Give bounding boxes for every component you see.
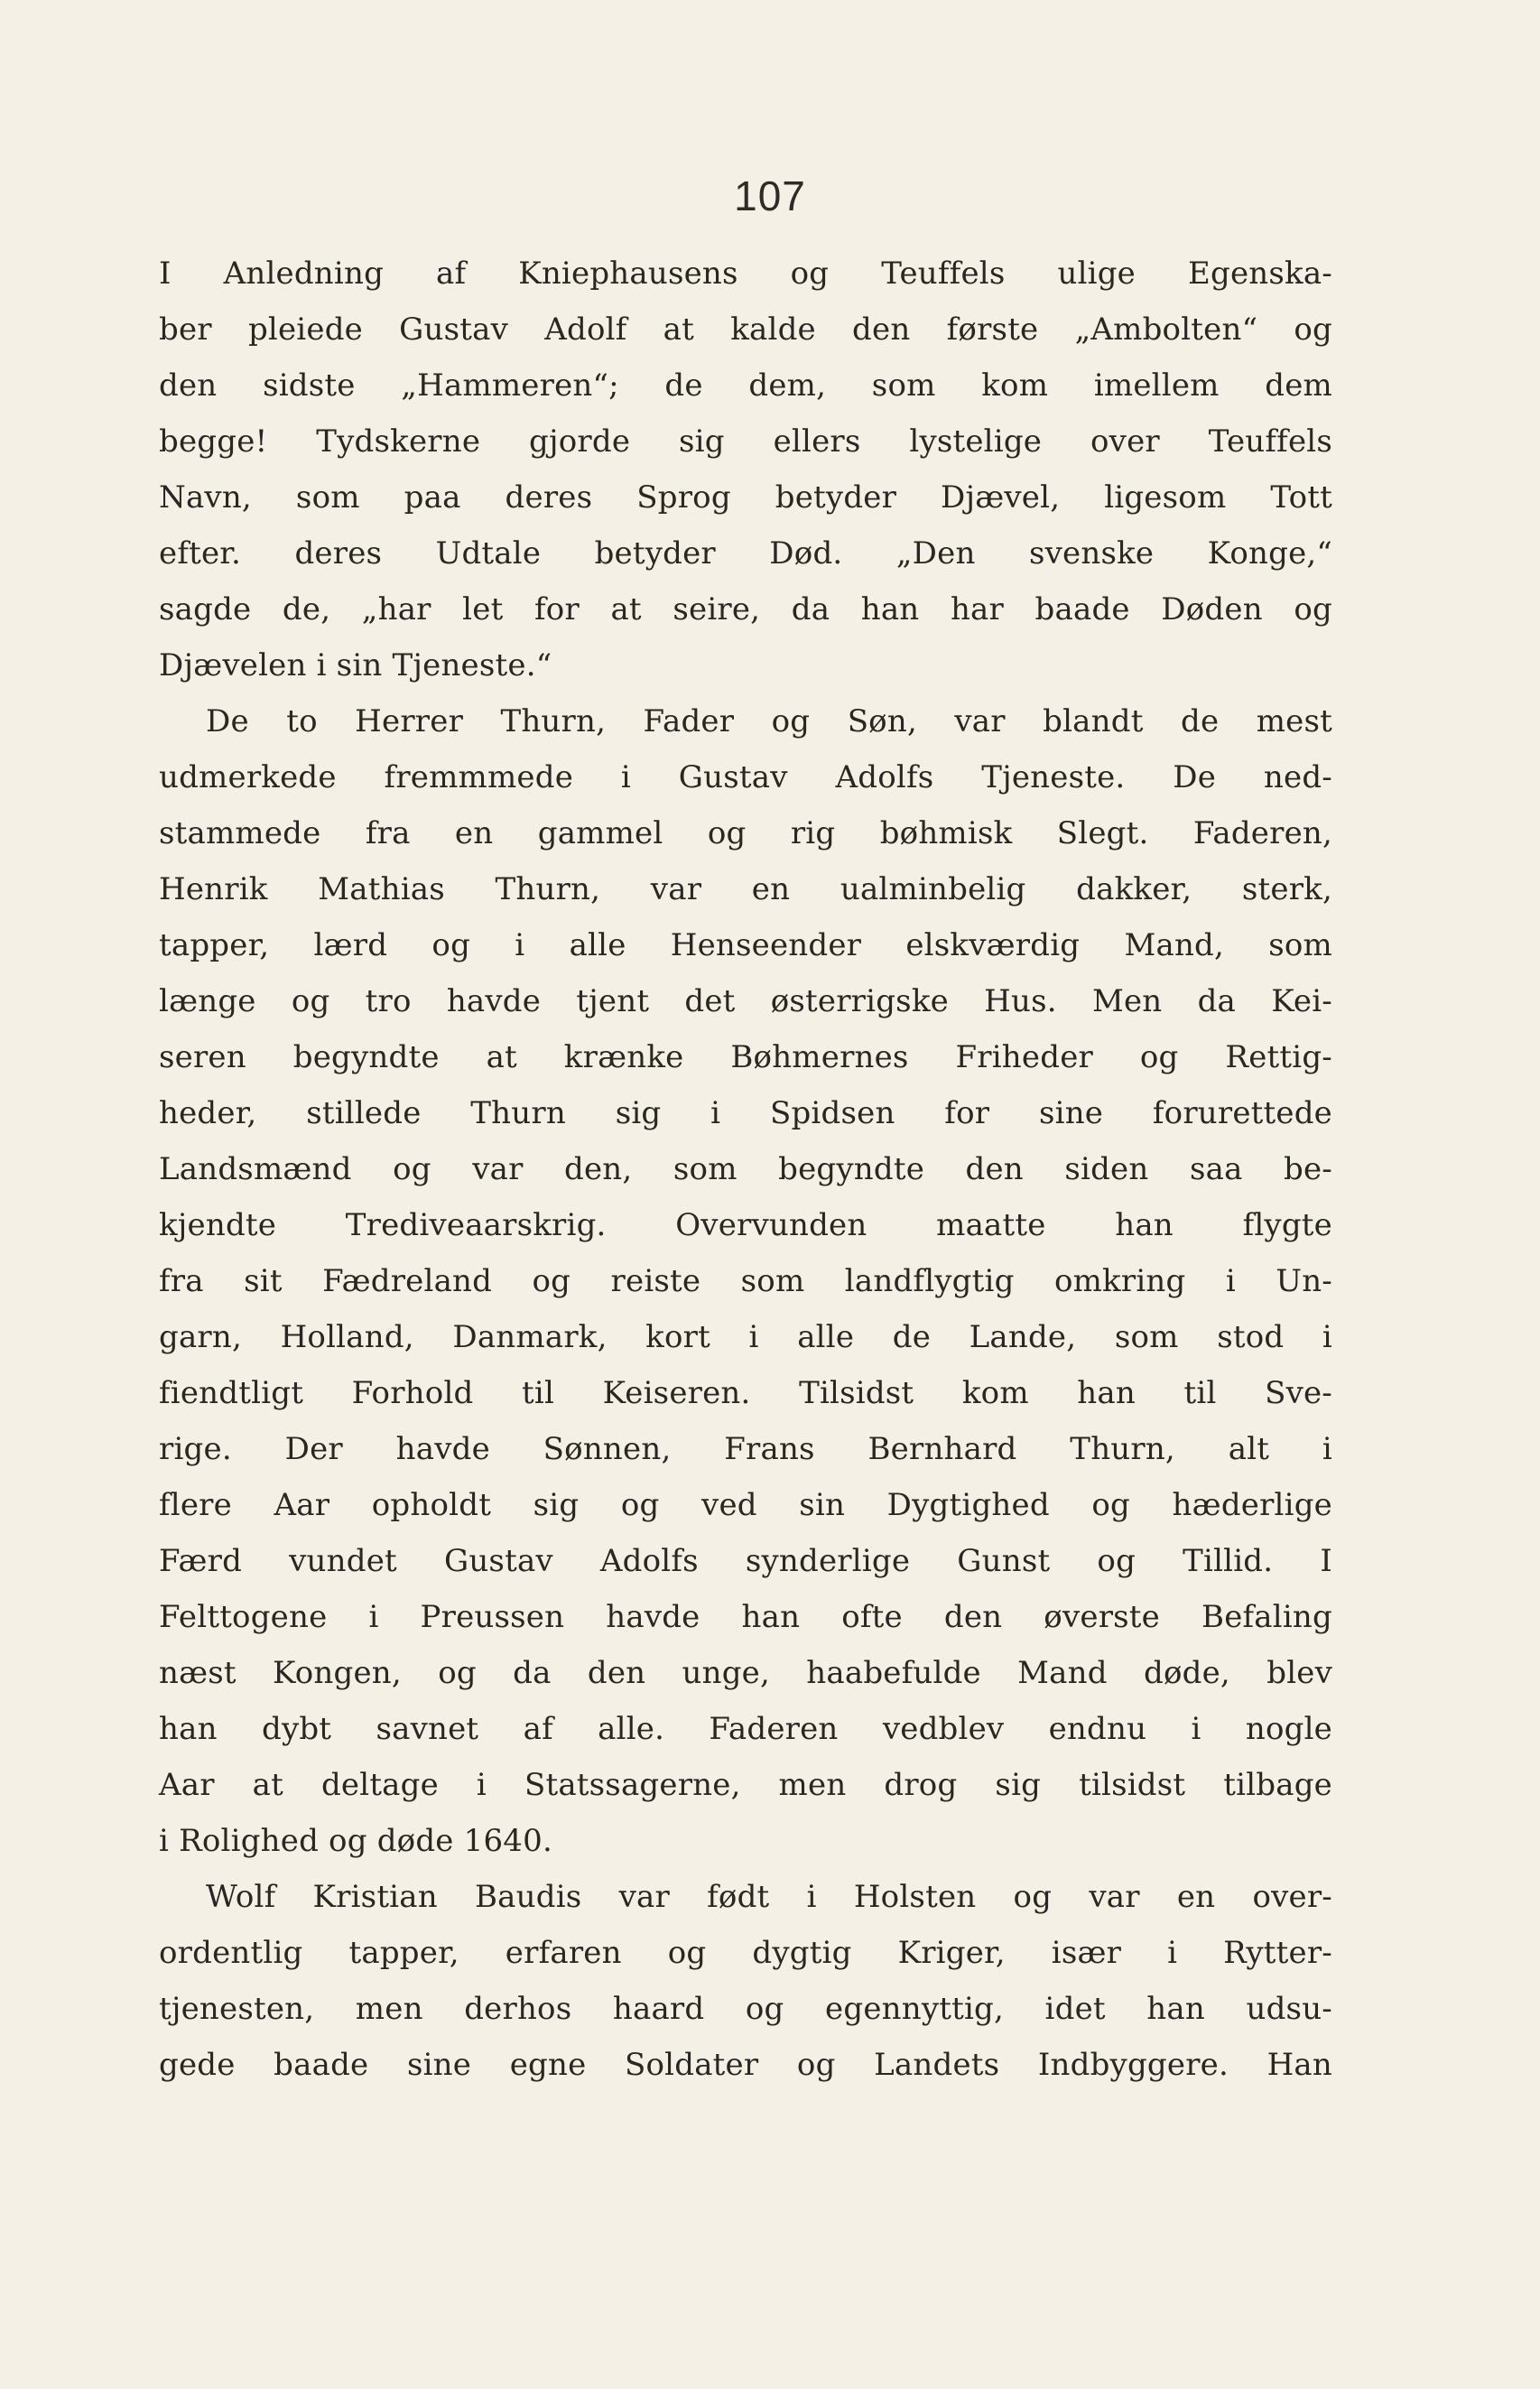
text-line: han dybt savnet af alle. Faderen vedblev endnu i nogle [159, 1711, 1332, 1747]
text-line: i Rolighed og døde 1640. [159, 1823, 552, 1859]
body-text [159, 246, 1332, 2093]
page-number: 107 [734, 172, 806, 219]
text-line: Wolf Kristian Baudis var født i Holsten og var en over- [206, 1879, 1332, 1915]
text-line: udmerkede fremmmede i Gustav Adolfs Tjeneste. De ned- [159, 759, 1332, 795]
text-line: Henrik Mathias Thurn, var en ualminbelig dakker, sterk, [159, 871, 1332, 907]
text-line: Navn, som paa deres Sprog betyder Djævel, ligesom Tott [159, 479, 1332, 516]
text-line: Landsmænd og var den, som begyndte den siden saa be- [159, 1151, 1332, 1187]
text-line: sagde de, „har let for at seire, da han har baade Døden og [159, 591, 1332, 627]
text-line: kjendte Trediveaarskrig. Overvunden maatte han flygte [159, 1207, 1332, 1243]
text-line: fiendtligt Forhold til Keiseren. Tilsidst kom han til Sve- [159, 1375, 1332, 1411]
text-line: tjenesten, men derhos haard og egennyttig, idet han udsu- [159, 1991, 1332, 2027]
text-line: begge! Tydskerne gjorde sig ellers lystelige over Teuffels [159, 423, 1332, 460]
text-line: ordentlig tapper, erfaren og dygtig Kriger, især i Rytter- [159, 1935, 1332, 1971]
text-line: rige. Der havde Sønnen, Frans Bernhard Thurn, alt i [159, 1431, 1332, 1467]
text-line: længe og tro havde tjent det østerrigske Hus. Men da Kei- [159, 983, 1332, 1019]
text-line: næst Kongen, og da den unge, haabefulde Mand døde, blev [159, 1655, 1332, 1691]
text-line: Felttogene i Preussen havde han ofte den øverste Befaling [159, 1599, 1332, 1635]
text-line: fra sit Fædreland og reiste som landflygtig omkring i Un- [159, 1263, 1332, 1299]
text-line: De to Herrer Thurn, Fader og Søn, var blandt de mest [206, 703, 1332, 739]
text-line: stammede fra en gammel og rig bøhmisk Slegt. Faderen, [159, 815, 1332, 851]
text-line: tapper, lærd og i alle Henseender elskværdig Mand, som [159, 927, 1332, 963]
text-line: efter. deres Udtale betyder Død. „Den svenske Konge,“ [159, 535, 1332, 572]
text-line: seren begyndte at krænke Bøhmernes Friheder og Rettig- [159, 1039, 1332, 1075]
text-line: heder, stillede Thurn sig i Spidsen for sine forurettede [159, 1095, 1332, 1131]
text-line: gede baade sine egne Soldater og Landets Indbyggere. Han [159, 2047, 1332, 2083]
text-line: Aar at deltage i Statssagerne, men drog sig tilsidst tilbage [159, 1767, 1332, 1803]
text-line: Færd vundet Gustav Adolfs synderlige Gunst og Tillid. I [159, 1543, 1332, 1579]
text-line: den sidste „Hammeren“; de dem, som kom imellem dem [159, 367, 1332, 404]
text-line: ber pleiede Gustav Adolf at kalde den første „Ambolten“ og [159, 311, 1332, 348]
text-line: flere Aar opholdt sig og ved sin Dygtighed og hæderlige [159, 1487, 1332, 1523]
text-line: garn, Holland, Danmark, kort i alle de Lande, som stod i [159, 1319, 1332, 1355]
text-line: Djævelen i sin Tjeneste.“ [159, 647, 552, 683]
text-line: I Anledning af Kniephausens og Teuffels ulige Egenska- [159, 256, 1332, 292]
